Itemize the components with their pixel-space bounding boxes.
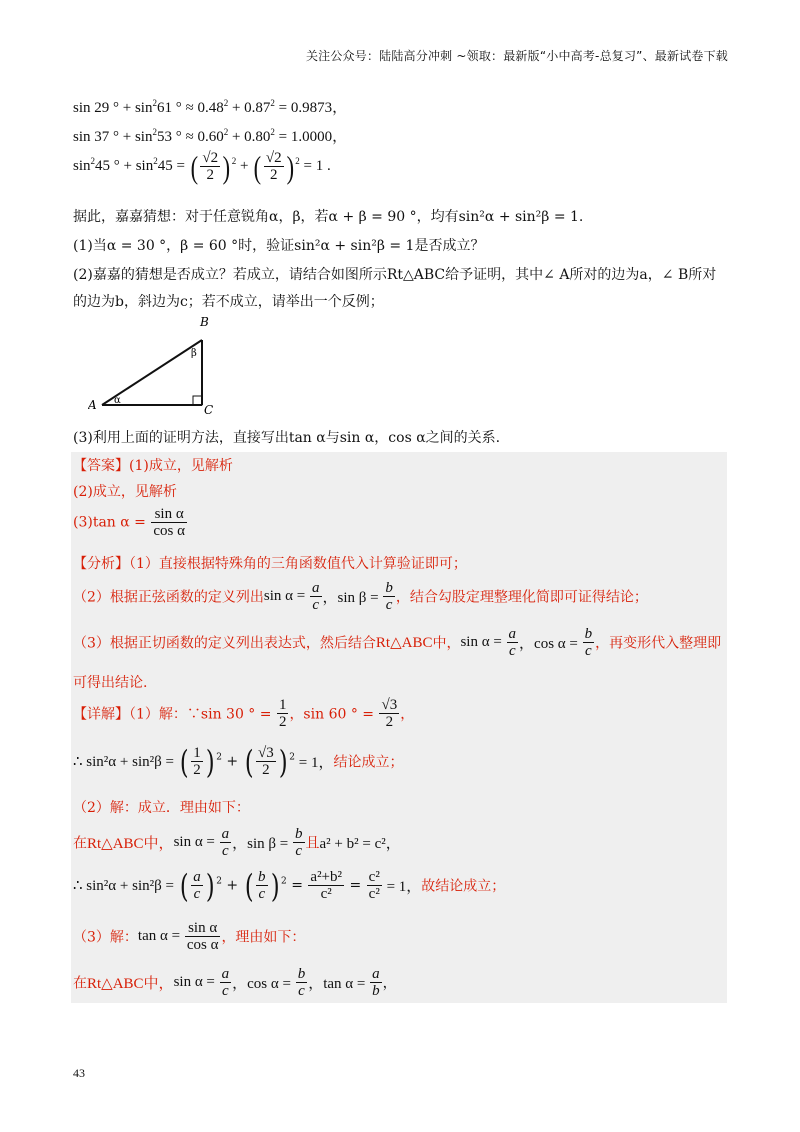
analysis-line-4: 可得出结论. xyxy=(73,675,148,691)
question-2-line-2: 的边为b，斜边为c；若不成立，请举出一个反例； xyxy=(73,294,384,310)
formula-line-1: sin 29 ° + $\sin^261$ ° ≈ $0.48^2 + 0.87^2 = 0.9873$， xyxy=(73,98,348,116)
triangle-figure xyxy=(88,316,218,420)
detail-line-1: 【详解】（1）解：∵sin 30 ° = $\frac{1}{2}$ ，sin 60 ° = $\frac{√3}{2}$ ， xyxy=(73,697,415,730)
vertex-b-label: B xyxy=(200,316,209,329)
answer-line-1: 【答案】(1)成立，见解析 xyxy=(73,458,233,474)
guess-text: 据此，嘉嘉猜想：对于任意锐角α，β，若α + β = 90 °，均有sin²α + sin²β = 1. xyxy=(73,209,584,225)
analysis-line-3: （3）根据正切函数的定义列出表达式，然后结合Rt△ABC中，sin α = $\frac{a}{c}$ ，cos α = $\frac{b}{c}$ ，再变形代入整理即 xyxy=(73,626,722,659)
detail-line-6: （3）解：tan α = $\frac{\text{sin α}}{\text{cos α}}$ ，理由如下： xyxy=(73,920,306,953)
detail-line-4: 在Rt△ABC中，sin α = $\frac{a}{c}$ ，sin β = $\frac{b}{c}$ 且a² + b² = c²， xyxy=(73,826,401,859)
analysis-line-1: 【分析】（1）直接根据特殊角的三角函数值代入计算验证即可； xyxy=(73,556,467,572)
vertex-c-label: C xyxy=(204,403,214,417)
detail-line-5: ∴ sin²α + sin²β = ( $\frac{a}{c}$ ) $^2$ + ( $\frac{b}{c}$ ) $^2$ = $\frac{\text{a²+b²}}{\text{c²}}$ = $\frac{\text{c²}}{\text{c²}}$ = 1，故结论成立； xyxy=(73,866,506,905)
formula-line-2: sin 37 ° + $\sin^253$ ° ≈ $0.60^2 + 0.80^2 = 1.0000$， xyxy=(73,127,348,145)
detail-line-3: （2）解：成立．理由如下： xyxy=(73,800,250,816)
question-1: (1)当α = 30 °，β = 60 °时，验证sin²α + sin²β = 1是否成立？ xyxy=(73,238,485,254)
formula-line-3: $\sin^245$ ° + $\sin^245$ = ( $\frac{√2}{2}$ ) $^2$ + ( $\frac{√2}{2}$ ) $^2$ = 1 . xyxy=(73,148,331,185)
answer-line-3: (3)tan α = $\frac{\text{sin α}}{\text{cos α}}$ xyxy=(73,506,185,539)
detail-line-2: ∴ sin²α + sin²β = ( $\frac{1}{2}$ ) $^2$ + ( $\frac{√3}{2}$ ) $^2$ = 1，结论成立； xyxy=(73,742,404,781)
answer-line-2: (2)成立，见解析 xyxy=(73,484,177,500)
vertex-a-label: A xyxy=(88,398,97,412)
detail-line-7: 在Rt△ABC中，sin α = $\frac{a}{c}$ ，cos α = $\frac{b}{c}$ ，tan α = $\frac{a}{b}$ ， xyxy=(73,966,397,999)
answer-tag: 【答案】 xyxy=(73,458,129,474)
page-number: 43 xyxy=(73,1066,85,1080)
question-2-line-1: (2)嘉嘉的猜想是否成立？若成立，请结合如图所示Rt△ABC给予证明，其中∠ A所对的边为a，∠ B所对 xyxy=(73,267,717,283)
angle-beta-label: β xyxy=(191,348,197,359)
question-3: (3)利用上面的证明方法，直接写出tan α与sin α，cos α之间的关系. xyxy=(73,430,501,446)
page-header: 关注公众号：陆陆高分冲刺 ~领取：最新版“小中高考-总复习”、最新试卷下载 xyxy=(305,49,728,63)
analysis-line-2: （2）根据正弦函数的定义列出sin α = $\frac{a}{c}$ ，sin β = $\frac{b}{c}$ ，结合勾股定理整理化简即可证得结论； xyxy=(73,580,648,613)
angle-alpha-label: α xyxy=(114,395,121,406)
